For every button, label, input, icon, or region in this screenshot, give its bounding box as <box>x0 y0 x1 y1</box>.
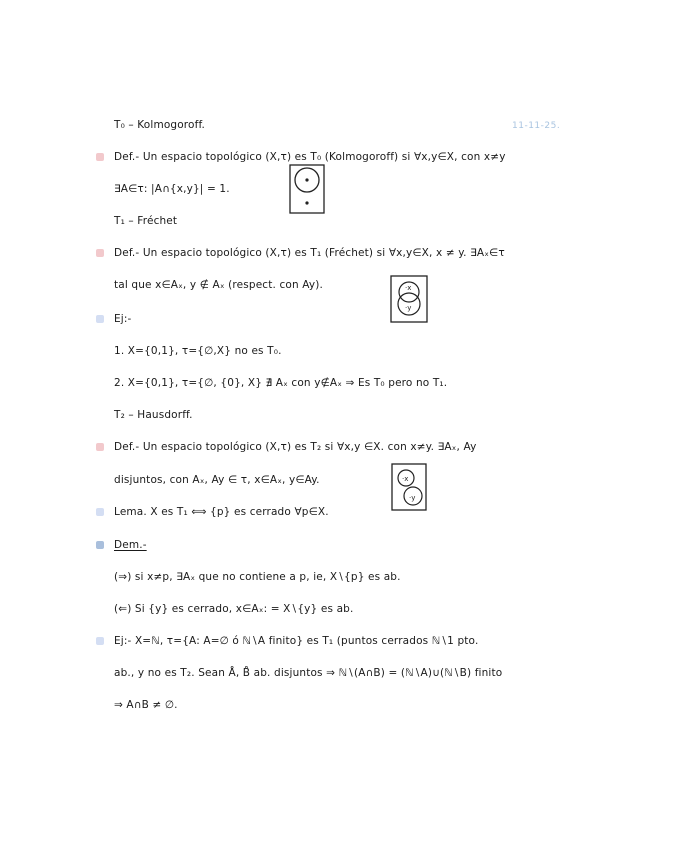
t2-definition-line1: Def.- Un espacio topológico (X,τ) es T₂ si ∀x,y ∈X. con x≠y. ∃Aₓ, Ay <box>114 441 477 453</box>
pink-bullet <box>96 443 104 451</box>
example1-item1: 1. X={0,1}, τ={∅,X} no es T₀. <box>114 345 282 357</box>
t1-definition-line2: tal que x∈Aₓ, y ∉ Aₓ (respect. con Ay). <box>114 279 323 291</box>
t1-diagram-x-label: ·x <box>405 284 412 292</box>
example2-line2: ab., y no es T₂. Sean Å, B̊ ab. disjuntos ⇒ ℕ∖(A∩B) = (ℕ∖A)∪(ℕ∖B) finito <box>114 667 503 679</box>
t2-heading: T₂ – Hausdorff. <box>114 409 193 421</box>
t0-diagram <box>289 164 325 214</box>
date-label: 11-11-25. <box>512 121 561 131</box>
t1-diagram <box>390 275 428 323</box>
t1-heading: T₁ – Fréchet <box>114 215 178 227</box>
pink-bullet <box>96 153 104 161</box>
lemma-statement: Lema. X es T₁ ⟺ {p} es cerrado ∀p∈X. <box>114 506 329 518</box>
example2-line1: Ej:- X=ℕ, τ={A: A=∅ ó ℕ∖A finito} es T₁ (puntos cerrados ℕ∖1 pto. <box>114 635 479 647</box>
proof-line2: (⇐) Si {y} es cerrado, x∈Aₓ: = X∖{y} es ab. <box>114 603 354 615</box>
proof-line1: (⇒) si x≠p, ∃Aₓ que no contiene a p, ie, X∖{p} es ab. <box>114 571 401 583</box>
darkblue-bullet <box>96 541 104 549</box>
t0-heading: T₀ – Kolmogoroff. <box>114 119 206 131</box>
t0-definition-line2: ∃A∈τ: |A∩{x,y}| = 1. <box>114 183 230 195</box>
t0-definition-line1: Def.- Un espacio topológico (X,τ) es T₀ (Kolmogoroff) si ∀x,y∈X, con x≠y <box>114 151 506 163</box>
pink-bullet <box>96 249 104 257</box>
proof-heading: Dem.- <box>114 539 147 551</box>
t1-definition-line1: Def.- Un espacio topológico (X,τ) es T₁ (Fréchet) si ∀x,y∈X, x ≠ y. ∃Aₓ∈τ <box>114 247 505 259</box>
t2-definition-line2: disjuntos, con Aₓ, Ay ∈ τ, x∈Aₓ, y∈Ay. <box>114 474 320 486</box>
t1-diagram-y-label: ·y <box>405 304 412 312</box>
t2-diagram-y-label: ·y <box>409 494 416 502</box>
lightblue-bullet <box>96 508 104 516</box>
t2-diagram <box>391 463 427 511</box>
example1-heading: Ej:- <box>114 313 132 325</box>
t2-diagram-x-label: ·x <box>402 475 409 483</box>
lightblue-bullet <box>96 637 104 645</box>
example2-line3: ⇒ A∩B ≠ ∅. <box>114 699 178 711</box>
example1-item2: 2. X={0,1}, τ={∅, {0}, X} ∄ Aₓ con y∉Aₓ ⇒ Es T₀ pero no T₁. <box>114 377 448 389</box>
lightblue-bullet <box>96 315 104 323</box>
